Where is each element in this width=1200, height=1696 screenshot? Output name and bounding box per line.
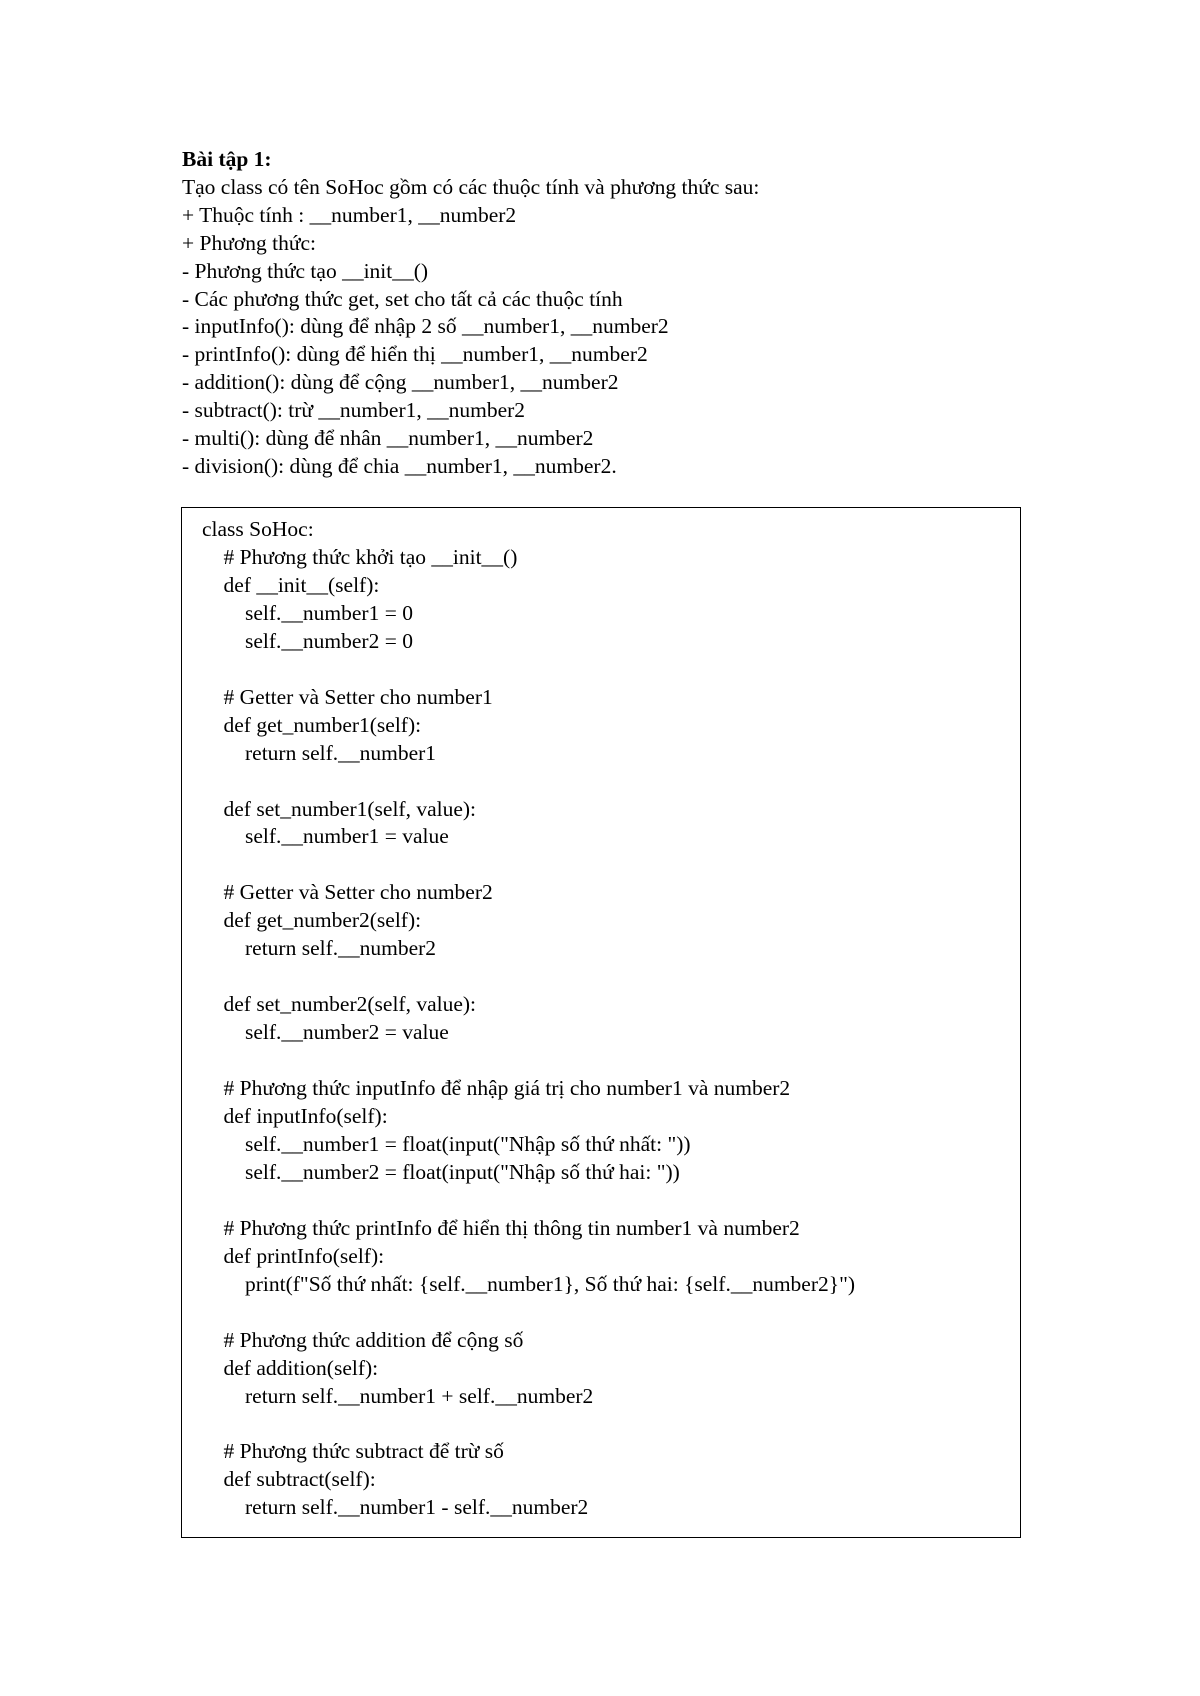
code-line: def inputInfo(self):	[202, 1104, 388, 1129]
code-line	[202, 656, 855, 684]
code-line: self.__number2 = float(input("Nhập số thứ hai: "))	[202, 1159, 680, 1184]
code-line: # Phương thức addition để cộng số	[202, 1327, 524, 1352]
code-line	[202, 1047, 855, 1075]
code-line	[202, 851, 855, 879]
code-line: def subtract(self):	[202, 1467, 376, 1492]
exercise-line: - Phương thức tạo __init__()	[182, 258, 429, 283]
exercise-line: - subtract(): trừ __number1, __number2	[182, 398, 526, 423]
code-line	[202, 768, 855, 796]
code-line: def set_number2(self, value):	[202, 992, 477, 1017]
code-line	[202, 963, 855, 991]
code-line: print(f"Số thứ nhất: {self.__number1}, Số thứ hai: {self.__number2}")	[202, 1271, 855, 1296]
code-line: self.__number1 = value	[202, 824, 449, 849]
code-line: def __init__(self):	[202, 572, 380, 597]
code-line: def get_number1(self):	[202, 712, 422, 737]
exercise-line: + Phương thức:	[182, 230, 316, 255]
code-line: # Phương thức subtract để trừ số	[202, 1439, 504, 1464]
code-line: return self.__number1 + self.__number2	[202, 1383, 594, 1408]
code-line	[202, 1299, 855, 1327]
code-line: class SoHoc:	[202, 517, 314, 541]
code-line	[202, 1187, 855, 1215]
exercise-line: + Thuộc tính : __number1, __number2	[182, 202, 517, 227]
exercise-line: - inputInfo(): dùng để nhập 2 số __number1, __number2	[182, 314, 669, 339]
code-line: def printInfo(self):	[202, 1243, 385, 1268]
code-line: return self.__number2	[202, 936, 437, 961]
code-line: self.__number1 = float(input("Nhập số thứ nhất: "))	[202, 1131, 691, 1156]
exercise-line: - printInfo(): dùng để hiển thị __number1, __number2	[182, 342, 648, 367]
code-line: # Getter và Setter cho number2	[202, 880, 493, 905]
exercise-description	[182, 146, 1042, 481]
code-line: self.__number2 = value	[202, 1020, 449, 1045]
code-line	[202, 1411, 855, 1439]
code-listing	[202, 516, 855, 1522]
code-line: # Getter và Setter cho number1	[202, 684, 493, 709]
exercise-line: Tạo class có tên SoHoc gồm có các thuộc tính và phương thức sau:	[182, 174, 760, 199]
exercise-line: - addition(): dùng để cộng __number1, __number2	[182, 370, 619, 395]
exercise-line: - Các phương thức get, set cho tất cả các thuộc tính	[182, 286, 623, 311]
code-line: # Phương thức inputInfo để nhập giá trị cho number1 và number2	[202, 1076, 791, 1101]
code-listing-box	[181, 507, 1021, 1538]
code-line: def addition(self):	[202, 1355, 379, 1380]
exercise-title: Bài tập 1:	[182, 147, 272, 171]
code-line: # Phương thức khởi tạo __init__()	[202, 544, 518, 569]
exercise-line: - division(): dùng để chia __number1, __number2.	[182, 453, 617, 478]
code-line: return self.__number1 - self.__number2	[202, 1495, 589, 1520]
code-line: # Phương thức printInfo để hiển thị thông tin number1 và number2	[202, 1215, 800, 1240]
code-line: return self.__number1	[202, 740, 437, 765]
code-line: def set_number1(self, value):	[202, 796, 477, 821]
code-line: def get_number2(self):	[202, 908, 422, 933]
code-line: self.__number2 = 0	[202, 628, 413, 653]
exercise-line: - multi(): dùng để nhân __number1, __number2	[182, 426, 594, 451]
code-line: self.__number1 = 0	[202, 600, 413, 625]
